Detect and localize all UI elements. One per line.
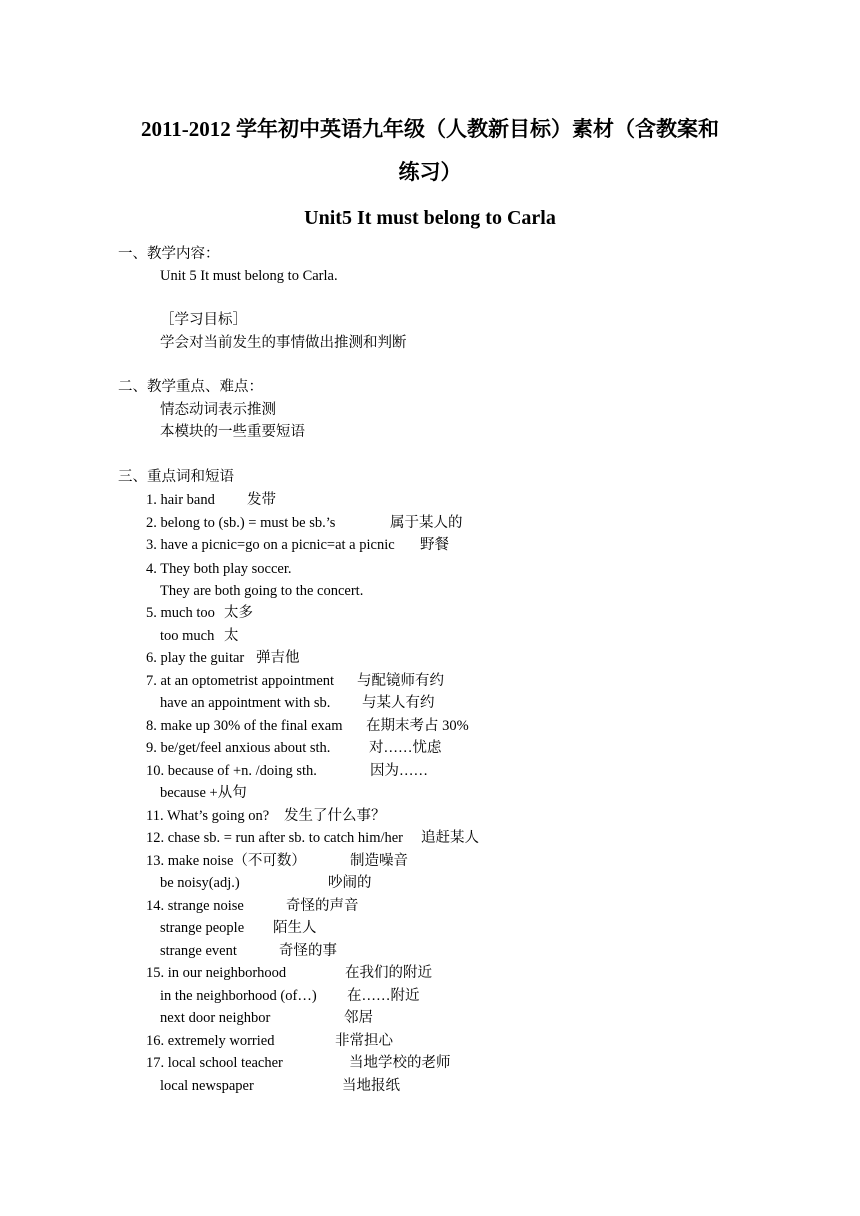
vocab-item: 8. make up 30% of the final exam [146,718,343,734]
vocab-meaning: 在……附近 [347,988,420,1004]
vocab-meaning: 制造噪音 [350,853,408,869]
vocab-meaning: 太多 [224,605,253,621]
vocab-meaning: 当地学校的老师 [349,1055,451,1071]
vocab-item: strange people [160,920,245,936]
vocab-item: 3. have a picnic=go on a picnic=at a picnic [146,537,395,553]
vocab-item: have an appointment with sb. [160,695,331,711]
vocab-item: 1. hair band [146,492,215,508]
vocab-item: 5. much too [146,605,215,621]
section-heading: 三、重点词和短语 [118,469,234,485]
vocab-meaning: 追赶某人 [421,830,479,846]
vocab-meaning: 发带 [247,492,276,508]
vocab-item: next door neighbor [160,1010,271,1026]
vocab-item: in the neighborhood (of…) [160,988,317,1004]
vocab-meaning: 奇怪的事 [279,943,337,959]
vocab-item: 17. local school teacher [146,1055,283,1071]
page-title-line-1: 2011-2012 学年初中英语九年级（人教新目标）素材（含教案和 [140,117,720,141]
vocab-meaning: 对……忧虑 [369,740,442,756]
vocab-item: 2. belong to (sb.) = must be sb.’s [146,515,336,531]
vocab-meaning: 因为…… [370,763,428,779]
vocab-meaning: 太 [224,628,239,644]
section-heading: 一、教学内容： [118,246,220,262]
vocab-meaning: 在我们的附近 [345,965,432,981]
vocab-item: 12. chase sb. = run after sb. to catch him/her [146,830,404,846]
vocab-item: because +从句 [160,785,247,801]
unit-title: Unit5 It must belong to Carla [304,207,556,229]
vocab-item: 7. at an optometrist appointment [146,673,335,689]
vocab-meaning: 属于某人的 [390,515,463,531]
vocab-item: 10. because of +n. /doing sth. [146,763,317,779]
vocab-meaning: 弹吉他 [256,650,300,666]
vocab-meaning: 吵闹的 [328,875,372,891]
vocab-item: 16. extremely worried [146,1033,275,1049]
vocab-meaning: 发生了什么事？ [284,808,386,824]
vocab-item: be noisy(adj.) [160,875,240,891]
vocab-meaning: 在期末考占 30% [366,718,469,734]
vocab-meaning: 奇怪的声音 [286,898,359,914]
vocab-item: 14. strange noise [146,898,244,914]
vocab-meaning: 与某人有约 [362,695,435,711]
vocab-item: 15. in our neighborhood [146,965,287,981]
vocab-item: 13. make noise（不可数） [146,853,306,869]
text-line: ［学习目标］ [160,312,247,328]
text-line: 学会对当前发生的事情做出推测和判断 [160,335,407,351]
text-line: 本模块的一些重要短语 [160,424,305,440]
page-title-line-2: 练习） [398,160,462,184]
vocab-item: local newspaper [160,1078,254,1094]
vocab-meaning: 陌生人 [273,920,317,936]
text-line: 情态动词表示推测 [160,402,276,418]
vocab-meaning: 野餐 [420,537,449,553]
vocab-item: 9. be/get/feel anxious about sth. [146,740,331,756]
vocab-item: They are both going to the concert. [160,583,364,599]
vocab-meaning: 非常担心 [335,1033,393,1049]
section-heading: 二、教学重点、难点： [118,379,263,395]
vocab-meaning: 与配镜师有约 [357,673,444,689]
vocab-meaning: 当地报纸 [342,1078,400,1094]
vocab-item: 4. They both play soccer. [146,561,292,577]
text-line: Unit 5 It must belong to Carla. [160,268,338,284]
vocab-item: 6. play the guitar [146,650,245,666]
vocab-item: 11. What’s going on? [146,808,270,824]
vocab-item: too much [160,628,215,644]
vocab-meaning: 邻居 [344,1010,373,1026]
vocab-item: strange event [160,943,237,959]
